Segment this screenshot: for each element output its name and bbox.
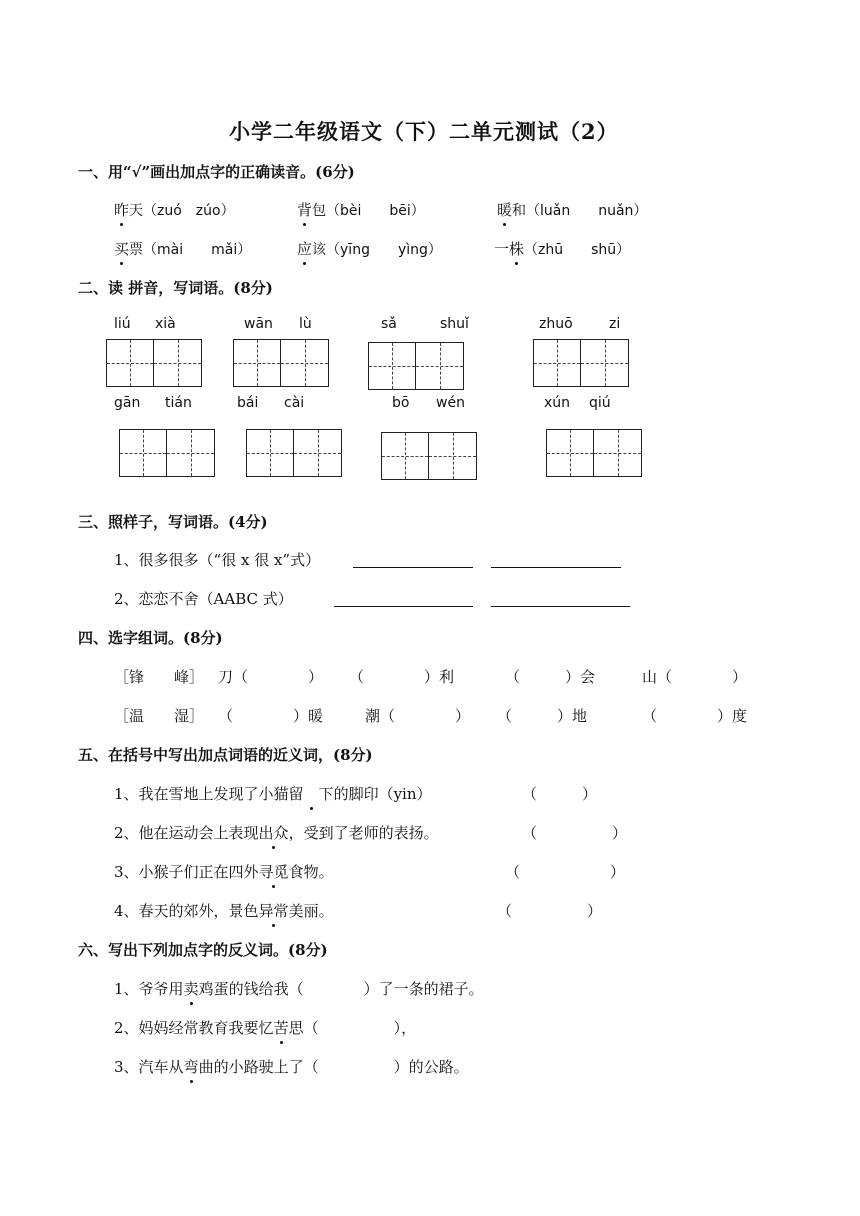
s1-text: 该（yīng yìng） <box>312 242 442 258</box>
s4-group-2: ［温 湿］ <box>114 707 205 725</box>
s3-question-2: 2、恋恋不舍（AABC 式） <box>114 590 293 608</box>
pinyin: qiú <box>589 395 611 411</box>
s5-answer-paren[interactable]: （ ） <box>522 785 598 803</box>
s1-item-3 <box>497 199 647 220</box>
pinyin: liú <box>114 316 131 332</box>
s1-item-2 <box>297 199 425 220</box>
s5-question-1: 1、我在雪地上发现了小猫留 下的脚印（yin） <box>114 785 432 803</box>
pinyin: xún <box>544 395 571 411</box>
s3-question-1: 1、很多很多（“很 x 很 x”式） <box>114 551 321 569</box>
answer-blank[interactable] <box>334 606 473 607</box>
writing-grid[interactable] <box>106 339 202 387</box>
writing-grid[interactable] <box>368 342 464 390</box>
section-3-heading: 三、照样子，写词语。(4分) <box>78 513 268 531</box>
pinyin: gān <box>114 395 141 411</box>
dotted-char: 买 <box>114 240 130 258</box>
dotted-char: 株 <box>509 240 525 258</box>
s1-item-4 <box>114 238 251 259</box>
section-5-heading: 五、在括号中写出加点词语的近义词，(8分) <box>78 746 373 764</box>
s5-answer-paren[interactable]: （ ） <box>497 902 603 920</box>
s4-item: （ ）会 <box>505 668 596 686</box>
dotted-char: 苦 <box>273 1019 289 1037</box>
pinyin: zi <box>609 316 621 332</box>
pinyin: sǎ <box>381 316 397 332</box>
s6-question-2: 2、妈妈经常教育我要忆苦思（ ）， <box>114 1019 417 1037</box>
pinyin: bái <box>237 395 259 411</box>
s1-item-5 <box>297 238 442 259</box>
pinyin: tián <box>165 395 192 411</box>
answer-blank[interactable] <box>491 606 630 607</box>
s4-item: 刀（ ） <box>218 668 324 686</box>
answer-blank[interactable] <box>353 567 473 568</box>
pinyin: cài <box>284 395 305 411</box>
pinyin: wān <box>244 316 273 332</box>
writing-grid[interactable] <box>533 339 629 387</box>
s1-text: 和（luǎn nuǎn） <box>512 203 648 219</box>
s4-item: （ ）暖 <box>218 707 324 725</box>
pinyin: lù <box>299 316 312 332</box>
s5-question-3: 3、小猴子们正在四外寻觅食物。 <box>114 863 334 881</box>
section-6-heading: 六、写出下列加点字的反义词。(8分) <box>78 941 328 959</box>
pinyin: zhuō <box>539 316 573 332</box>
s6-question-1: 1、爷爷用卖鸡蛋的钱给我（ ）了一条的裙子。 <box>114 980 484 998</box>
dotted-char: 昨 <box>114 201 130 219</box>
pinyin: wén <box>436 395 465 411</box>
writing-grid[interactable] <box>381 432 477 480</box>
s1-text: （zhū shū） <box>524 242 631 258</box>
s5-question-2: 2、他在运动会上表现出众，受到了老师的表扬。 <box>114 824 439 842</box>
pinyin: xià <box>155 316 176 332</box>
pinyin: bō <box>392 395 410 411</box>
writing-grid[interactable] <box>233 339 329 387</box>
writing-grid[interactable] <box>246 429 342 477</box>
dotted-word: 寻觅 <box>258 863 289 881</box>
dotted-char: 应 <box>297 240 313 258</box>
dotted-word: 留 下 <box>288 785 334 803</box>
section-2-heading: 二、读 拼音，写词语。(8分) <box>78 279 273 297</box>
s1-item-1 <box>114 199 235 220</box>
dotted-word: 异常 <box>258 902 289 920</box>
dotted-word: 出众 <box>258 824 289 842</box>
s4-item: （ ）利 <box>349 668 455 686</box>
dotted-char: 暖 <box>497 201 513 219</box>
pinyin: shuǐ <box>440 316 469 332</box>
s1-text: 一 <box>494 240 510 258</box>
s4-item: （ ）度 <box>642 707 748 725</box>
dotted-char: 卖 <box>183 980 199 998</box>
s4-group-1: ［锋 峰］ <box>114 668 205 686</box>
writing-grid[interactable] <box>546 429 642 477</box>
s1-item-6 <box>494 238 630 259</box>
s1-text: 天（zuó zúo） <box>129 203 235 219</box>
answer-blank[interactable] <box>491 567 621 568</box>
page-title: 小学二年级语文（下）二单元测试（2） <box>229 119 619 144</box>
s4-item: （ ）地 <box>497 707 588 725</box>
s5-question-4: 4、春天的郊外，景色异常美丽。 <box>114 902 334 920</box>
s5-answer-paren[interactable]: （ ） <box>505 863 626 881</box>
s5-answer-paren[interactable]: （ ） <box>522 824 628 842</box>
dotted-char: 弯 <box>183 1058 199 1076</box>
s6-question-3: 3、汽车从弯曲的小路驶上了（ ）的公路。 <box>114 1058 469 1076</box>
section-1-heading: 一、用“√”画出加点字的正确读音。(6分) <box>78 163 355 181</box>
s1-text: 包（bèi bēi） <box>312 203 425 219</box>
section-4-heading: 四、选字组词。(8分) <box>78 629 223 647</box>
s1-text: 票（mài mǎi） <box>129 242 252 258</box>
s4-item: 山（ ） <box>642 668 748 686</box>
writing-grid[interactable] <box>119 429 215 477</box>
dotted-char: 背 <box>297 201 313 219</box>
s4-item: 潮（ ） <box>365 707 471 725</box>
